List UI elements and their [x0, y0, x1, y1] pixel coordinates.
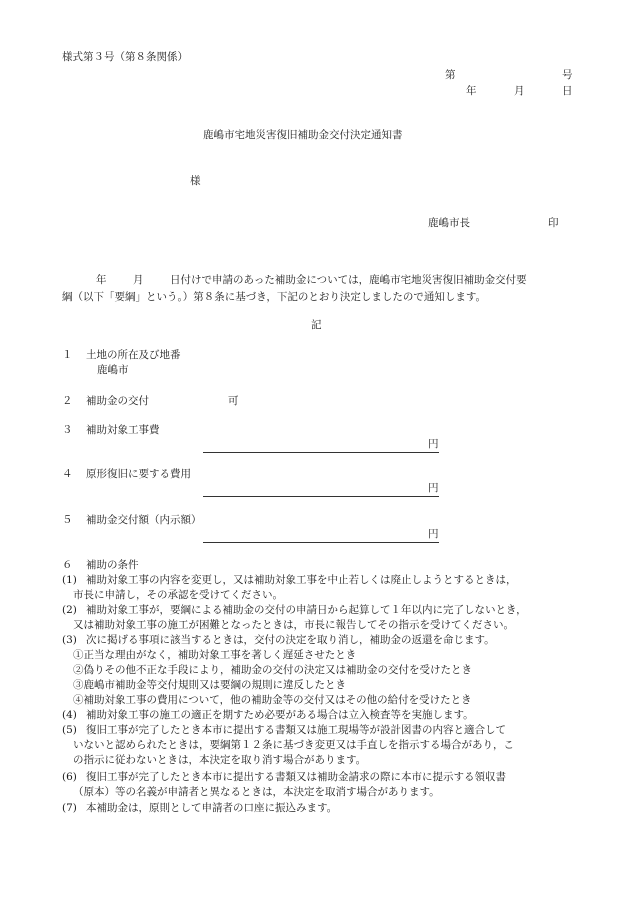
item-3-no: ３ [62, 424, 73, 436]
item-3-label: 補助対象工事費 [86, 424, 160, 436]
number-suffix: 号 [562, 69, 573, 81]
item-5-no: ５ [62, 514, 73, 526]
condition-5-line-1: 復旧工事が完了したとき本市に提出する書類又は施工現場等が設計図書の内容と適合して [86, 724, 506, 736]
condition-3-sub-4: ④補助対象工事の費用について，他の補助金等の交付又はその他の給付を受けたとき [73, 694, 472, 706]
item-2-value: 可 [228, 395, 239, 407]
intro-line-2: 綱（以下「要綱」という。）第８条に基づき，下記のとおり決定しましたので通知します。 [62, 291, 486, 303]
item-3-unit: 円 [428, 438, 439, 450]
addressee-honorific: 様 [190, 175, 201, 187]
condition-4-line-1: 補助対象工事の施工の適正を期すため必要がある場合は立入検査等を実施します。 [86, 709, 474, 721]
item-4-no: ４ [62, 468, 73, 480]
condition-3-no: (3) [62, 634, 77, 646]
item-1-value: 鹿嶋市 [97, 364, 129, 376]
condition-3-line-1: 次に掲げる事項に該当するときは，交付の決定を取り消し，補助金の返還を命じます。 [86, 634, 495, 646]
condition-7-no: (7) [62, 802, 77, 814]
item-2-label: 補助金の交付 [86, 395, 149, 407]
condition-2-no: (2) [62, 604, 77, 616]
item-4-label: 原形復旧に要する費用 [86, 468, 191, 480]
condition-5-line-2: いないと認められたときは，要綱第１２条に基づき変更又は手直しを指示する場合があり，こ [73, 739, 514, 751]
intro-month: 月 [133, 274, 144, 286]
condition-1-line-2: 市長に申請し，その承認を受けてください。 [73, 589, 283, 601]
condition-2-line-1: 補助対象工事が，要綱による補助金の交付の申請日から起算して１年以内に完了しないとき， [86, 604, 527, 616]
item-4-unit: 円 [428, 482, 439, 494]
intro-line-1: 日付けで申請のあった補助金については，鹿嶋市宅地災害復旧補助金交付要 [170, 274, 527, 286]
condition-3-sub-1: ①正当な理由がなく，補助対象工事を著しく遅延させたとき [73, 649, 357, 661]
issuer-name: 鹿嶋市長 [428, 217, 470, 229]
document-title: 鹿嶋市宅地災害復旧補助金交付決定通知書 [203, 129, 403, 141]
condition-4-no: (4) [62, 709, 77, 721]
condition-1-no: (1) [62, 574, 77, 586]
condition-3-sub-3: ③鹿嶋市補助金等交付規則又は要綱の規則に違反したとき [73, 679, 346, 691]
condition-3-sub-2: ②偽りその他不正な手段により，補助金の交付の決定又は補助金の交付を受けたとき [73, 664, 472, 676]
form-label: 様式第３号（第８条関係） [62, 51, 188, 63]
ki-heading: 記 [311, 319, 322, 331]
item-5-unit: 円 [428, 528, 439, 540]
item-3-fill-line [203, 452, 439, 453]
date-month: 月 [514, 85, 525, 97]
item-5-label: 補助金交付額（内示額） [86, 514, 202, 526]
date-year: 年 [466, 85, 477, 97]
condition-6-no: (6) [62, 771, 77, 783]
item-1-no: １ [62, 349, 73, 361]
seal-mark: 印 [548, 217, 559, 229]
item-5-fill-line [203, 542, 439, 543]
item-1-label: 土地の所在及び地番 [86, 349, 181, 361]
intro-year: 年 [96, 274, 107, 286]
date-day: 日 [562, 85, 573, 97]
conditions-heading: 補助の条件 [86, 559, 139, 571]
condition-2-line-2: 又は補助対象工事の施工が困難となったときは，市長に報告してその指示を受けてください。 [73, 619, 514, 631]
condition-5-line-3: の指示に従わないときは，本決定を取り消す場合があります。 [73, 754, 367, 766]
item-2-no: ２ [62, 395, 73, 407]
number-prefix: 第 [445, 69, 456, 81]
condition-6-line-1: 復旧工事が完了したとき本市に提出する書類又は補助金請求の際に本市に提示する領収書 [86, 771, 506, 783]
item-4-fill-line [203, 496, 439, 497]
condition-5-no: (5) [62, 724, 77, 736]
condition-7-line-1: 本補助金は，原則として申請者の口座に振込みます。 [86, 802, 338, 814]
conditions-heading-no: ６ [62, 559, 73, 571]
condition-6-line-2: （原本）等の名義が申請者と異なるときは，本決定を取消す場合があります。 [73, 786, 440, 798]
condition-1-line-1: 補助対象工事の内容を変更し，又は補助対象工事を中止若しくは廃止しようとするときは， [86, 574, 517, 586]
